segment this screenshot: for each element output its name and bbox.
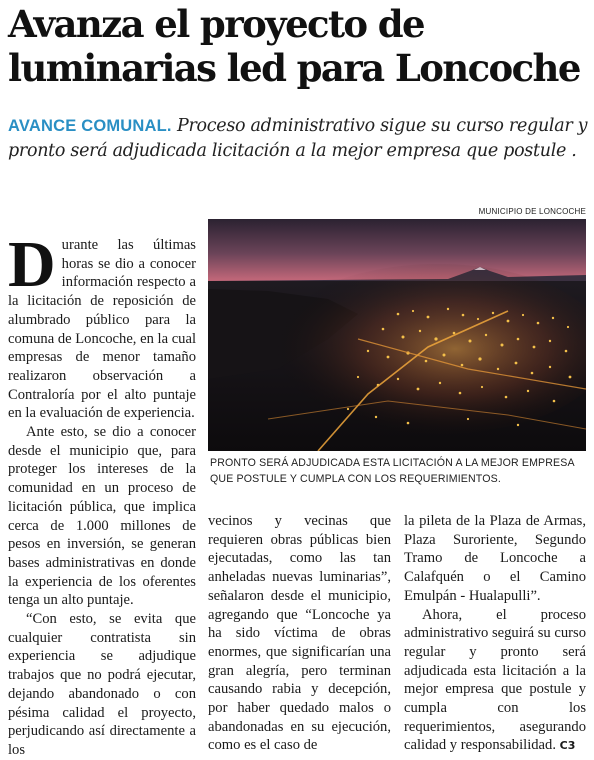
drop-cap: D — [8, 228, 56, 301]
deck — [8, 114, 588, 164]
photo-caption: PRONTO SERÁ ADJUDICADA ESTA LICITACIÓN A LA MEJOR EMPRESA QUE POSTULE Y CUMPLA CON LOS REQUERIMIENTOS. — [210, 457, 575, 485]
paragraph-1-text: urante las últimas horas se dio a conocer información respecto a la licitación de reposición de alumbrado público para la comuna de Loncoche, en la cual empresas de menor tamaño realizaron observación a Contraloría por el alto puntaje en la evaluación de experiencia. — [8, 237, 197, 422]
column-1 — [8, 228, 197, 760]
end-mark: C3 — [559, 739, 576, 753]
headline-line-2: luminarias led para Loncoche — [8, 46, 580, 90]
paragraph-4 — [404, 606, 586, 757]
night-city-illustration — [208, 219, 586, 451]
paragraph-4-text: Ahora, el proceso administrativo seguirá su curso regular y pronto será adjudicada esta licitación a la mejor empresa que postule y cumpla con los requerimientos, asegurando calidad y responsabilidad. — [404, 606, 586, 754]
column-3 — [404, 512, 586, 756]
paragraph-3-part-3: la pileta de la Plaza de Armas, Plaza Suroriente, Segundo Tramo de Loncoche a Calafquén o el Camino Emulpán - Hualapulli”. — [404, 513, 586, 604]
paragraph-1 — [8, 228, 197, 423]
kicker: AVANCE COMUNAL. — [8, 117, 172, 135]
paragraph-2: Ante esto, se dio a conocer desde el municipio que, para proteger los intereses de la comunidad en un proceso de licitación pública, que implica cerca de 1.000 millones de pesos en inversión, se generan bases administrativas en donde la experiencia de los oferentes tenga un alto puntaje. — [8, 424, 196, 609]
deck-text: Proceso administrativo sigue su curso regular y pronto será adjudicada licitación a la mejor empresa que postule . — [8, 116, 588, 161]
column-2 — [208, 512, 391, 755]
paragraph-3-part-2: vecinos y vecinas que requieren obras públicas bien ejecutadas, como las tan anheladas nuevas luminarias”, señalaron desde el municipio, agregando que “Loncoche ya ha sido víctima de obras enormes, que significarían una gran alegría, pero terminan causando rabia y decepción, por haber quedado malos o abandonadas en su ejecución, como es el caso de — [208, 513, 391, 754]
photo-night-city — [208, 219, 586, 451]
photo-credit: MUNICIPIO DE LONCOCHE — [478, 207, 586, 216]
headline-line-1: Avanza el proyecto de — [8, 2, 425, 46]
paragraph-3-part-1: “Con esto, se evita que cualquier contratista sin experiencia se adjudique trabajos que no podrá ejecutar, dejando abandonado o con pésima calidad el proyecto, perjudicando así directamente a los — [8, 611, 196, 758]
headline — [8, 2, 588, 90]
